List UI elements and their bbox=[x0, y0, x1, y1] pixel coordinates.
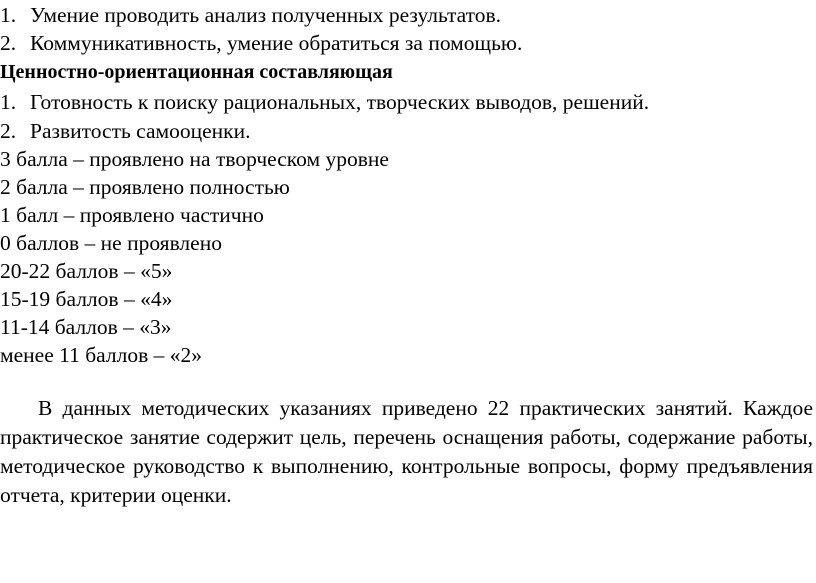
summary-paragraph: В данных методических указаниях приведено 22 практических занятий. Каждое практическое занятие содержит цель, перечень оснащения работы, содержание работы, методическое руководство к выполнению, контрольные вопросы, форму предъявления отчета, критерии оценки. bbox=[0, 396, 813, 507]
grade-line: 15-19 баллов – «4» bbox=[0, 287, 173, 311]
criteria-line: 1 балл – проявлено частично bbox=[0, 203, 264, 227]
list-number: 1. bbox=[0, 3, 17, 27]
list-number: 2. bbox=[0, 31, 17, 55]
list-number: 1. bbox=[0, 90, 17, 114]
list1-item-2 bbox=[0, 30, 522, 56]
list-item-text: Коммуникативность, умение обратиться за помощью. bbox=[30, 31, 523, 55]
list-item-text: Развитость самооценки. bbox=[30, 119, 251, 143]
list1-item-1 bbox=[0, 2, 501, 28]
criteria-line: 2 балла – проявлено полностью bbox=[0, 175, 290, 199]
list-item-text: Умение проводить анализ полученных результатов. bbox=[30, 3, 501, 27]
list2-item-1 bbox=[0, 89, 649, 115]
grade-line: 11-14 баллов – «3» bbox=[0, 315, 172, 339]
criteria-line: 0 баллов – не проявлено bbox=[0, 231, 222, 255]
grade-line: менее 11 баллов – «2» bbox=[0, 343, 202, 367]
list-item-text: Готовность к поиску рациональных, творческих выводов, решений. bbox=[30, 90, 650, 114]
criteria-line: 3 балла – проявлено на творческом уровне bbox=[0, 147, 389, 171]
section-heading: Ценностно-ориентационная составляющая bbox=[0, 61, 393, 83]
list2-item-2 bbox=[0, 118, 251, 144]
list-number: 2. bbox=[0, 119, 17, 143]
grade-line: 20-22 баллов – «5» bbox=[0, 259, 173, 283]
